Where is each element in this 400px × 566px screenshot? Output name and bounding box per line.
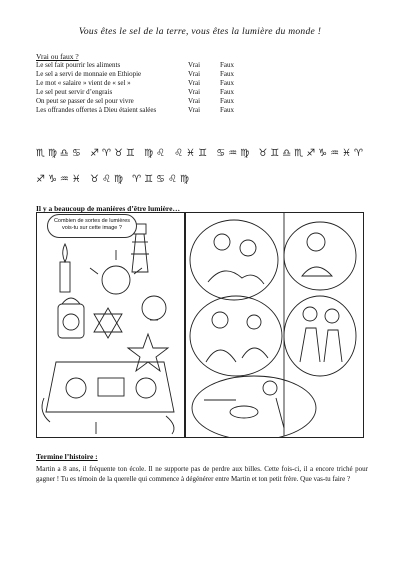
quiz-statement: Le sel fait pourrir les aliments: [36, 61, 121, 69]
quiz-statement: Le mot « salaire » vient de « sel »: [36, 79, 131, 87]
lights-illustration: [36, 212, 185, 437]
quiz-statement: Le sel peut servir d’engrais: [36, 88, 113, 96]
quiz-vrai[interactable]: Vrai: [188, 106, 201, 114]
story-text: Martin a 8 ans, il fréquente ton école. Il ne supporte pas de perdre aux billes. Cette fois-ci, il a encore triché pour gagner ! Tu es témoin de la querelle qui commence à dégénérer entre Martin et ton petit frère. Que vas-tu faire ?: [36, 465, 368, 483]
quiz-statement: On peut se passer de sel pour vivre: [36, 97, 134, 105]
lights-question-bubble: Combien de sortes de lumières vois-tu sur cette image ?: [47, 214, 137, 238]
lights-section-title: Il y a beaucoup de manières d’être lumière…: [36, 204, 180, 213]
quiz-faux[interactable]: Faux: [220, 70, 234, 78]
quiz-vrai[interactable]: Vrai: [188, 97, 201, 105]
quiz-faux[interactable]: Faux: [220, 61, 234, 69]
quiz-row: [36, 106, 234, 115]
quiz-statement: Le sel a servi de monnaie en Ethiopie: [36, 70, 142, 78]
quiz-faux[interactable]: Faux: [220, 106, 234, 114]
quiz-row: [36, 61, 234, 70]
quiz-faux[interactable]: Faux: [220, 88, 234, 96]
quiz-vrai[interactable]: Vrai: [188, 79, 201, 87]
quiz-statement: Les offrandes offertes à Dieu étaient salées: [36, 106, 157, 114]
people-illustrations: [184, 212, 363, 437]
story-section-title: Termine l’histoire :: [36, 452, 98, 461]
quiz-row: [36, 70, 234, 79]
coded-message-line-1: ♏♍♎♋ ♐♈♉♊ ♍♌ ♌♓♊ ♋♒♍ ♉♊♎♏♐♑♒♓♈: [36, 148, 367, 159]
quiz-vrai[interactable]: Vrai: [188, 61, 201, 69]
quiz-vrai[interactable]: Vrai: [188, 88, 201, 96]
quiz-row: [36, 97, 234, 106]
quiz-faux[interactable]: Faux: [220, 97, 234, 105]
quiz-title: Vrai ou faux ?: [36, 52, 79, 61]
quiz-row: [36, 88, 234, 97]
quiz-faux[interactable]: Faux: [220, 79, 234, 87]
quiz-vrai[interactable]: Vrai: [188, 70, 201, 78]
quiz-row: [36, 79, 234, 88]
page-title: Vous êtes le sel de la terre, vous êtes la lumière du monde !: [78, 27, 322, 37]
coded-message-line-2: ♐♑♒♓ ♉♌♍ ♈♊♋♌♍: [36, 174, 192, 185]
